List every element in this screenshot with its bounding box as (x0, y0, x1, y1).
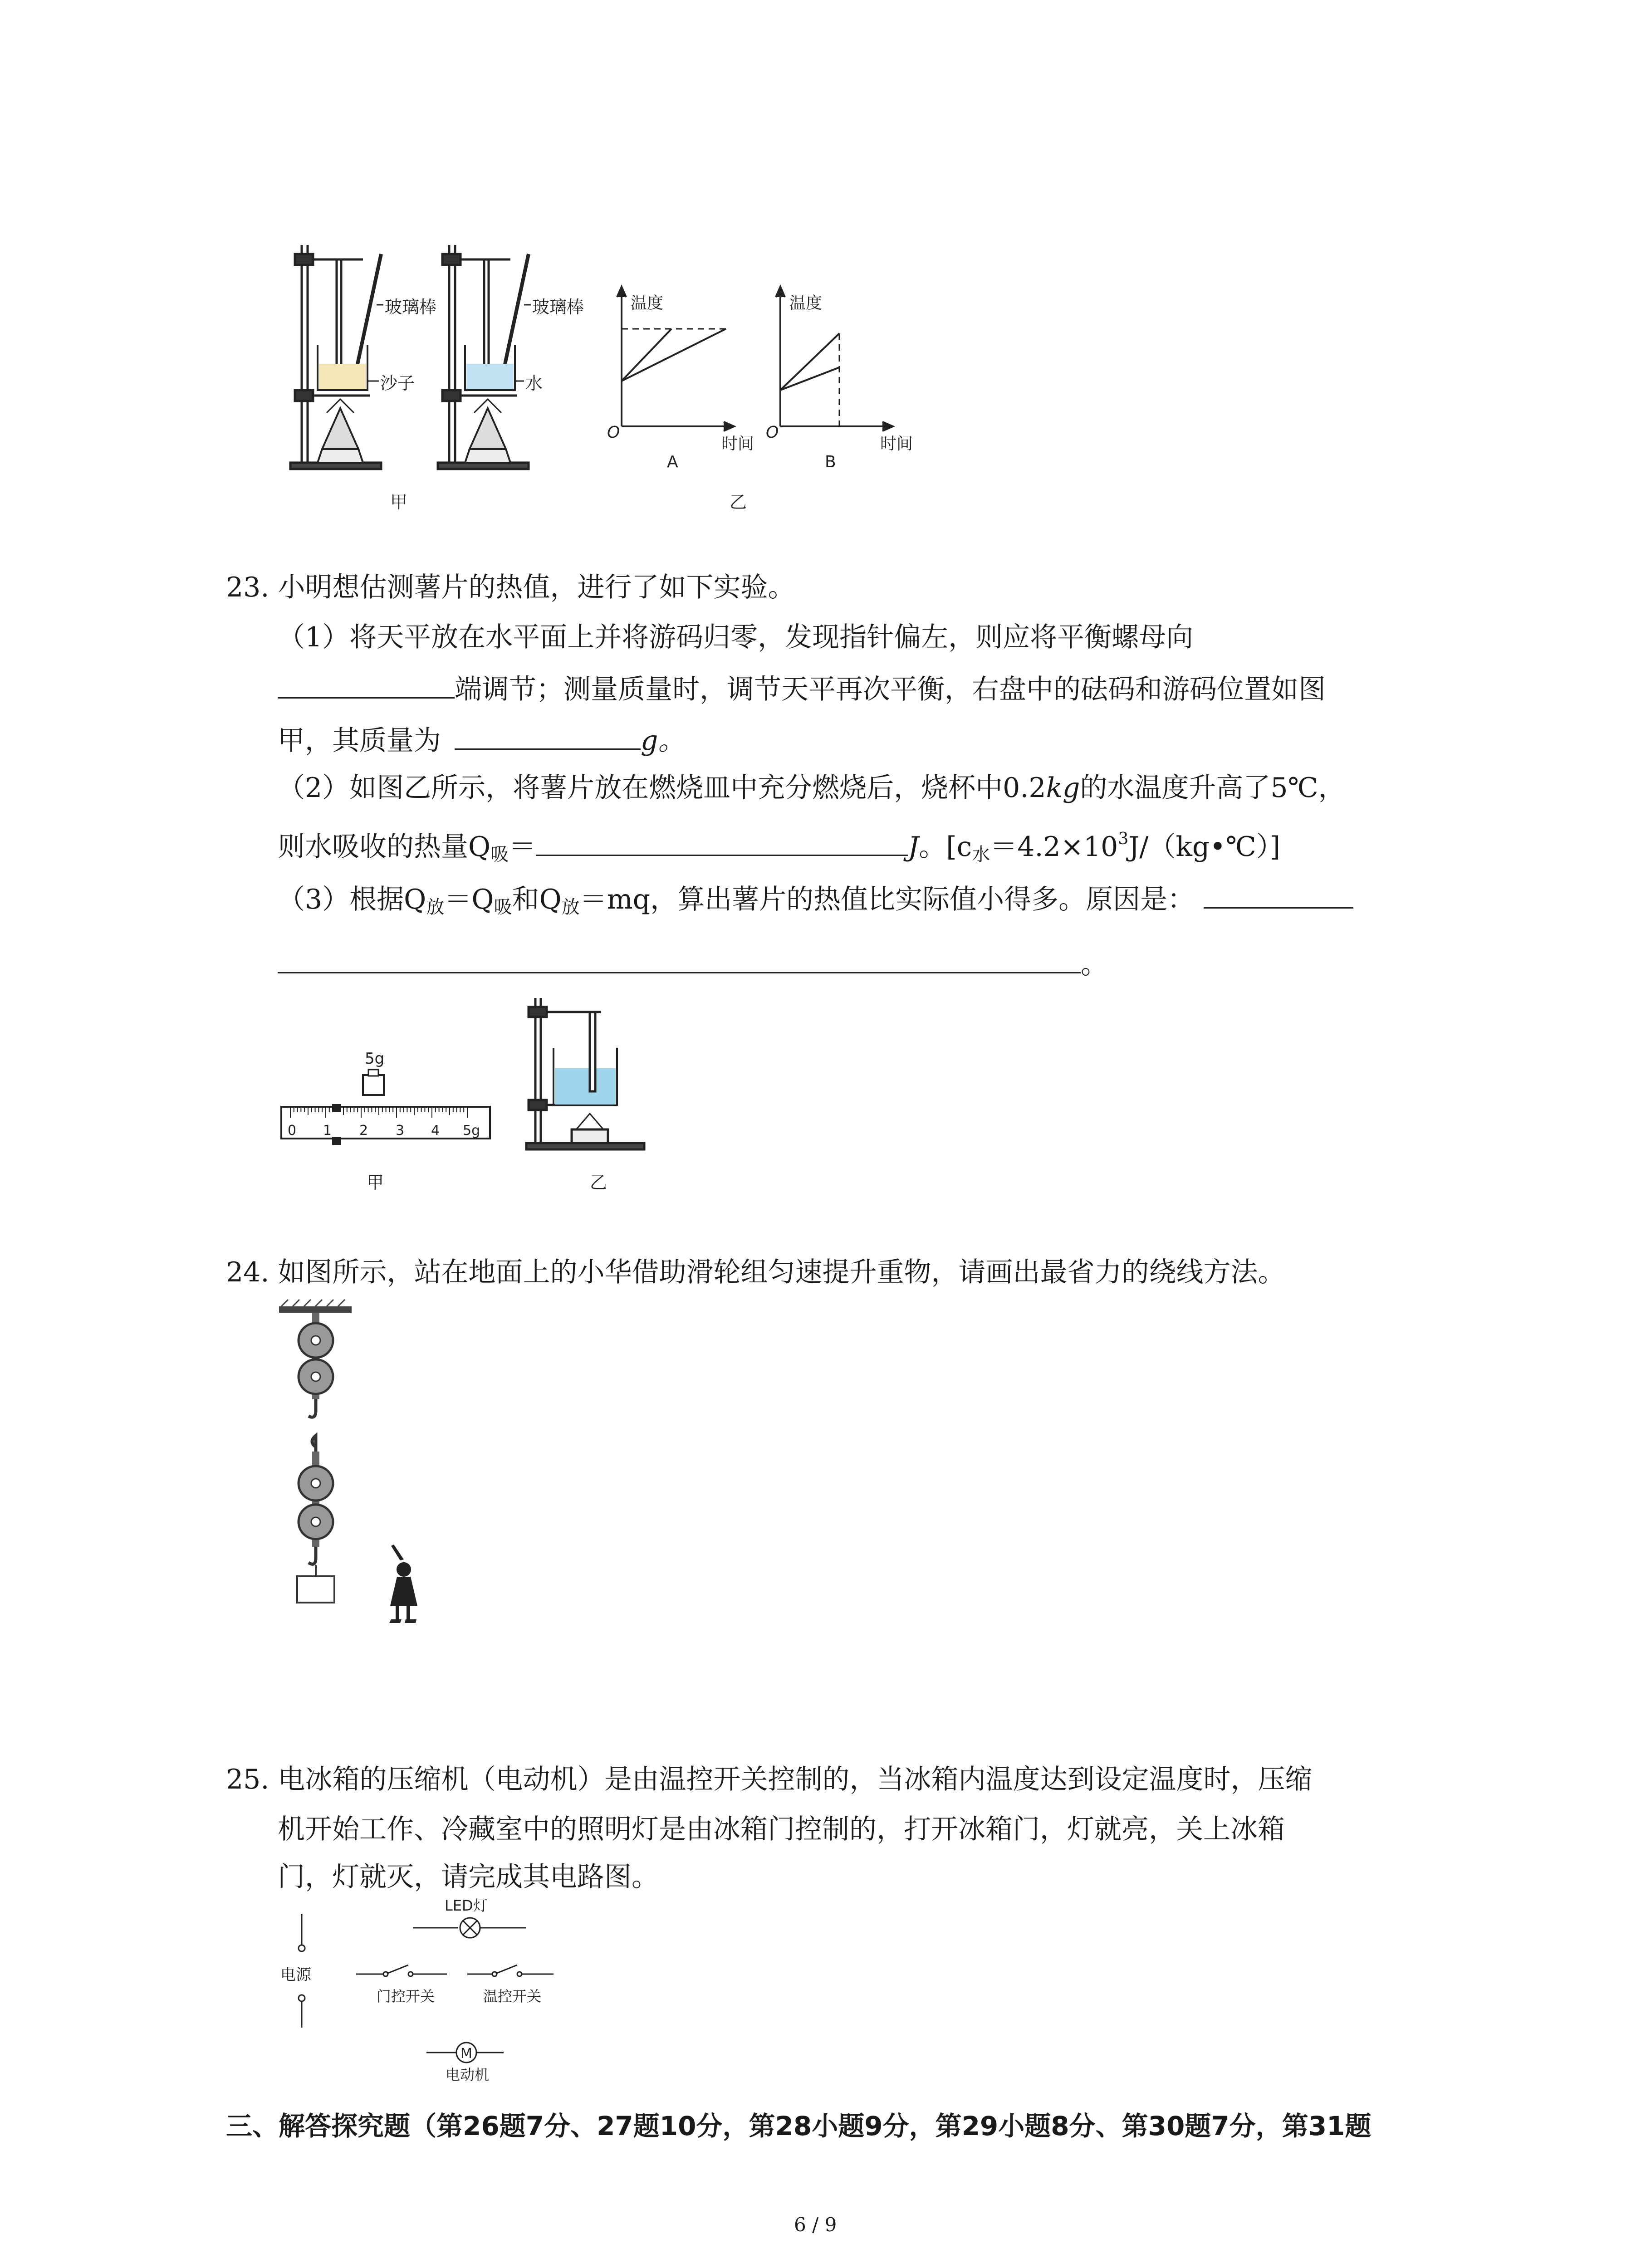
label-power: 电源 (280, 1966, 311, 1984)
stand-water (438, 245, 529, 469)
q23-m3: ＝mq，算出薯片的热值比实际值小得多。原因是： (579, 884, 1195, 915)
label-temp-switch: 温控开关 (483, 1988, 542, 2005)
q23-part1-line2 (278, 670, 1326, 708)
q23-part2-line1-b: 的水温度升高了5℃， (1080, 772, 1346, 804)
page-number: 6 / 9 (794, 2214, 837, 2236)
q23-c-unit: J/（kg•℃）] (1128, 831, 1281, 863)
label-water: 水 (525, 373, 543, 393)
answer-blank-heat[interactable] (536, 827, 908, 856)
figure-fridge-circuit (272, 1896, 617, 2087)
label-motor: 电动机 (446, 2066, 490, 2083)
tick-0: 0 (288, 1123, 297, 1139)
label-sand: 沙子 (380, 373, 415, 393)
label-led: LED灯 (445, 1897, 488, 1914)
q23-part2-kg: kg (1046, 772, 1080, 804)
q23-part2-line2 (278, 821, 1280, 873)
q23-s2: 吸 (494, 897, 512, 918)
figure-pulley-system (272, 1297, 454, 1633)
q23-eq: ＝ (509, 831, 536, 863)
graph-b-origin: O (766, 423, 779, 442)
label-door-switch: 门控开关 (377, 1988, 435, 2005)
label-yi-fig22: 乙 (730, 492, 747, 512)
q23-part3-line1 (278, 880, 1353, 925)
q23-part3-line2 (278, 945, 1108, 982)
q23-unit-g: g。 (641, 725, 686, 757)
tick-4: 4 (431, 1123, 440, 1139)
label-jia-fig22: 甲 (390, 492, 408, 512)
answer-blank-direction[interactable] (278, 670, 455, 699)
temp-switch (467, 1965, 554, 1976)
q25-line3: 门，灯就灭，请完成其电路图。 (278, 1861, 659, 1893)
q23-s3: 放 (561, 897, 580, 918)
q23-end: 。 (1081, 948, 1108, 980)
q23-part2-line2-b: 。[c (919, 831, 972, 863)
q23-part1-line1: （1）将天平放在水平面上并将游码归零，发现指针偏左，则应将平衡螺母向 (278, 621, 1194, 653)
tick-2: 2 (359, 1123, 368, 1139)
q25-line2: 机开始工作、冷藏室中的照明灯是由冰箱门控制的，打开冰箱门，灯就亮，关上冰箱 (278, 1813, 1285, 1845)
weight-5g (363, 1075, 384, 1095)
label-jia-fig23: 甲 (367, 1173, 384, 1193)
fixed-pulleys (299, 1313, 333, 1417)
answer-blank-reason-1[interactable] (1204, 880, 1353, 909)
weight-label: 5g (365, 1050, 385, 1068)
q23-part1-line3 (278, 721, 685, 759)
answer-blank-mass[interactable] (455, 721, 641, 750)
graph-a-ylabel: 温度 (631, 294, 664, 313)
person-xiaohua (389, 1545, 417, 1623)
q23-sub-water: 水 (972, 844, 990, 865)
door-switch (356, 1965, 447, 1976)
label-glass-rod-1: 玻璃棒 (385, 297, 437, 317)
label-glass-rod-2: 玻璃棒 (532, 297, 584, 317)
q23-s1: 放 (426, 897, 445, 918)
graph-b-ylabel: 温度 (789, 294, 823, 313)
motor-symbol: M (460, 2046, 472, 2062)
tick-5g: 5g (463, 1123, 480, 1139)
balance-scale-ruler (281, 1104, 490, 1145)
q23-part1-line3-text: 甲，其质量为 (278, 725, 441, 757)
answer-blank-reason-2[interactable] (278, 945, 1081, 973)
burner-stand (526, 998, 644, 1149)
ceiling (279, 1300, 352, 1313)
q23-c-val: ＝4.2×10 (990, 831, 1118, 863)
stand-sand (290, 245, 381, 469)
q23-m1: ＝Q (444, 884, 494, 915)
q23-part3-a: （3）根据Q (278, 884, 426, 915)
movable-pulleys (299, 1436, 333, 1576)
section-3-heading: 三、解答探究题（第26题7分、27题10分，第28小题9分，第29小题8分、第30题7分，第31题 (226, 2111, 1372, 2141)
figure-heating-experiment (272, 236, 953, 517)
tick-1: 1 (323, 1123, 332, 1139)
q25-line1: 25. 电冰箱的压缩机（电动机）是由温控开关控制的，当冰箱内温度达到设定温度时，压缩 (226, 1764, 1313, 1795)
graph-a-origin: O (607, 423, 620, 442)
q23-part2-line2-a: 则水吸收的热量Q (278, 831, 491, 863)
label-yi-fig23: 乙 (590, 1173, 607, 1193)
figure-q23 (272, 984, 662, 1202)
led-lamp (413, 1918, 526, 1938)
q23-sub-xi: 吸 (490, 844, 509, 865)
tick-3: 3 (396, 1123, 405, 1139)
graph-a-xlabel: 时间 (721, 435, 754, 453)
q23-unit-J: J (908, 831, 919, 863)
graph-b-xlabel: 时间 (880, 435, 913, 453)
q24-stem: 24. 如图所示，站在地面上的小华借助滑轮组匀速提升重物，请画出最省力的绕线方法。 (226, 1256, 1285, 1288)
q23-part1-line2-text: 端调节；测量质量时，调节天平再次平衡，右盘中的砝码和游码位置如图 (455, 674, 1326, 705)
q23-part2-line1 (278, 770, 1346, 806)
q23-m2: 和Q (512, 884, 562, 915)
q23-exp: 3 (1118, 830, 1129, 848)
graph-b-name: B (825, 453, 836, 471)
heavy-object (297, 1576, 334, 1603)
graph-a-name: A (667, 453, 678, 471)
q23-part2-line1-a: （2）如图乙所示，将薯片放在燃烧皿中充分燃烧后，烧杯中0.2 (278, 772, 1046, 804)
q23-stem: 23. 小明想估测薯片的热值，进行了如下实验。 (226, 572, 795, 603)
